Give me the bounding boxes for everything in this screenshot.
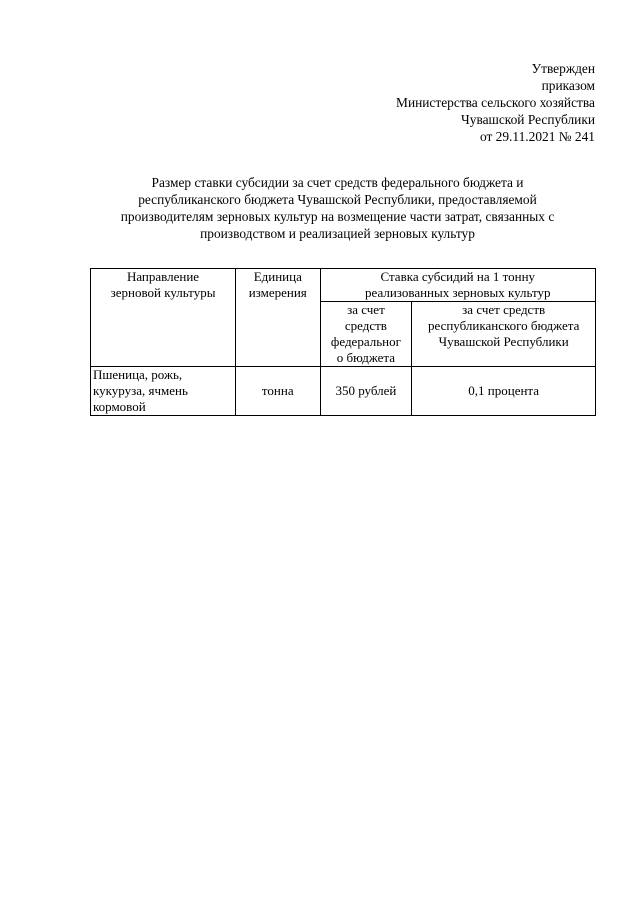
header-crop-direction-line-2: зерновой культуры [110, 285, 216, 300]
approval-line-by-order: приказом [541, 78, 595, 93]
header-federal-line-1: за счет [347, 302, 385, 317]
approval-line-ministry: Министерства сельского хозяйства [396, 95, 595, 110]
header-rate-line-2: реализованных зерновых культур [365, 285, 551, 300]
cell-crop-line-1: Пшеница, рожь, [93, 367, 183, 382]
header-crop-direction-line-1: Направление [126, 269, 200, 284]
header-rate [320, 269, 595, 302]
header-unit [236, 269, 321, 367]
subsidy-rate-table [90, 268, 596, 416]
header-federal-budget [320, 302, 412, 367]
header-unit-line-2: измерения [248, 285, 307, 300]
cell-unit: тонна [236, 367, 321, 416]
cell-crop [91, 367, 236, 416]
cell-federal-rate: 350 рублей [320, 367, 412, 416]
header-federal-line-3: федеральног [330, 334, 401, 349]
cell-crop-line-3: кормовой [93, 399, 146, 414]
header-republic-line-2: республиканского бюджета [427, 318, 580, 333]
cell-crop-line-2: кукуруза, ячмень [93, 383, 188, 398]
title-line-4: производством и реализацией зерновых культур [200, 226, 475, 241]
header-rate-line-1: Ставка субсидий на 1 тонну [380, 269, 536, 284]
title-line-2: республиканского бюджета Чувашской Республики, предоставляемой [138, 192, 537, 207]
title-line-3: производителям зерновых культур на возмещение части затрат, связанных с [120, 209, 555, 224]
title-line-1: Размер ставки субсидии за счет средств федерального бюджета и [151, 175, 524, 190]
table-header-row-1 [91, 269, 596, 302]
header-republic-line-1: за счет средств [462, 302, 546, 317]
header-republic-budget [412, 302, 596, 367]
header-federal-line-2: средств [344, 318, 387, 333]
approval-line-republic: Чувашской Республики [461, 112, 595, 127]
approval-block [396, 60, 595, 145]
header-federal-line-4: о бюджета [336, 350, 396, 365]
header-republic-line-3: Чувашской Республики [438, 334, 569, 349]
cell-republic-rate: 0,1 процента [412, 367, 596, 416]
header-unit-line-1: Единица [253, 269, 302, 284]
document-title [90, 174, 585, 242]
header-crop-direction [91, 269, 236, 367]
approval-line-order-date-number: от 29.11.2021 № 241 [479, 129, 595, 144]
approval-line-approved: Утвержден [531, 61, 595, 76]
table-row [91, 367, 596, 416]
